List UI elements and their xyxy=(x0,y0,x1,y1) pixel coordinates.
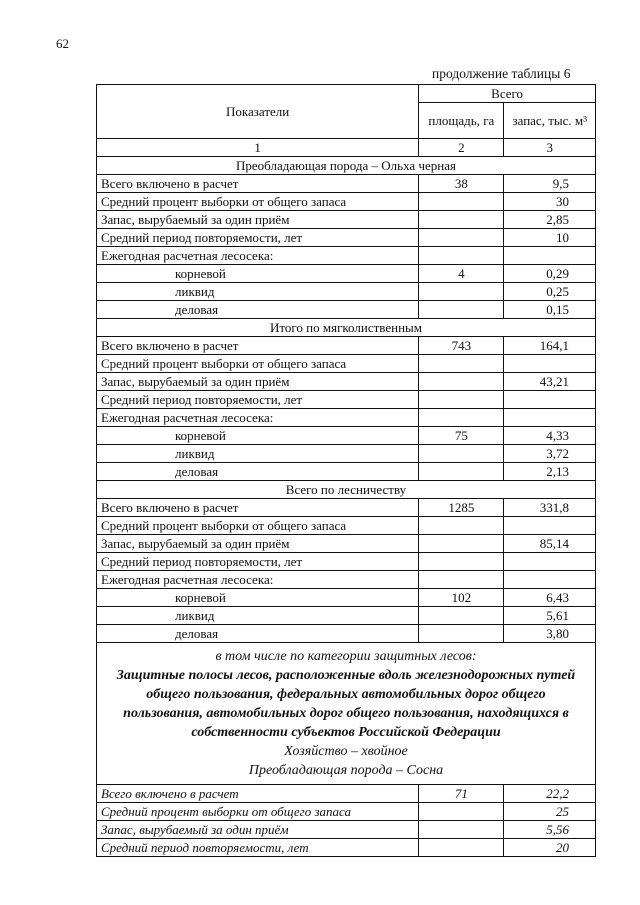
row-label: ликвид xyxy=(97,283,419,301)
row-area xyxy=(419,445,504,463)
table-row xyxy=(97,445,596,463)
row-stock xyxy=(504,391,596,409)
row-area: 1285 xyxy=(419,499,504,517)
row-label: Запас, вырубаемый за один приём xyxy=(97,821,419,839)
table-row xyxy=(97,175,596,193)
table-row xyxy=(97,211,596,229)
row-stock: 20 xyxy=(504,839,596,857)
table-row xyxy=(97,427,596,445)
row-area: 4 xyxy=(419,265,504,283)
row-area xyxy=(419,391,504,409)
row-area: 71 xyxy=(419,785,504,803)
row-label: Средний процент выборки от общего запаса xyxy=(97,517,419,535)
row-stock: 6,43 xyxy=(504,589,596,607)
row-stock: 331,8 xyxy=(504,499,596,517)
table-row xyxy=(97,409,596,427)
row-stock: 0,15 xyxy=(504,301,596,319)
row-label: Средний процент выборки от общего запаса xyxy=(97,803,419,821)
row-label: Запас, вырубаемый за один приём xyxy=(97,373,419,391)
table-row xyxy=(97,337,596,355)
row-area: 38 xyxy=(419,175,504,193)
row-area xyxy=(419,571,504,589)
page-number: 62 xyxy=(56,36,69,51)
row-area: 102 xyxy=(419,589,504,607)
row-stock: 22,2 xyxy=(504,785,596,803)
table-row xyxy=(97,265,596,283)
row-area xyxy=(419,803,504,821)
section-title: Преобладающая порода – Ольха черная xyxy=(97,157,596,175)
row-stock: 9,5 xyxy=(504,175,596,193)
row-label: Ежегодная расчетная лесосека: xyxy=(97,571,419,589)
row-stock: 5,56 xyxy=(504,821,596,839)
row-stock: 25 xyxy=(504,803,596,821)
row-label: Средний процент выборки от общего запаса xyxy=(97,193,419,211)
row-stock: 2,85 xyxy=(504,211,596,229)
header-indicators: Показатели xyxy=(97,85,419,139)
table-row xyxy=(97,839,596,857)
row-label: Ежегодная расчетная лесосека: xyxy=(97,409,419,427)
note-category-line: в том числе по категории защитных лесов: xyxy=(215,649,477,664)
row-stock xyxy=(504,409,596,427)
row-area xyxy=(419,355,504,373)
table-row xyxy=(97,247,596,265)
header-area: площадь, га xyxy=(419,103,504,139)
row-stock: 5,61 xyxy=(504,607,596,625)
row-label: Запас, вырубаемый за один приём xyxy=(97,211,419,229)
table-row xyxy=(97,499,596,517)
row-stock xyxy=(504,517,596,535)
header-col-number-1: 1 xyxy=(97,139,419,157)
row-label: Средний процент выборки от общего запаса xyxy=(97,355,419,373)
protective-forest-note xyxy=(97,643,596,785)
protective-forest-note-row xyxy=(97,643,596,785)
row-label: деловая xyxy=(97,301,419,319)
row-label: Ежегодная расчетная лесосека: xyxy=(97,247,419,265)
row-stock: 30 xyxy=(504,193,596,211)
row-stock xyxy=(504,355,596,373)
row-area xyxy=(419,839,504,857)
table-row xyxy=(97,571,596,589)
row-area xyxy=(419,821,504,839)
table-row xyxy=(97,283,596,301)
header-col-number-3: 3 xyxy=(504,139,596,157)
row-stock: 0,29 xyxy=(504,265,596,283)
table-row xyxy=(97,391,596,409)
row-label: Всего включено в расчет xyxy=(97,785,419,803)
row-area xyxy=(419,517,504,535)
note-protective-strips: Защитные полосы лесов, расположенные вдоль железнодорожных путей общего пользования, федеральных автомобильных дорог общего пользования, автомобильных дорог общего пользования, находящихся в собственности субъектов Российской Федерации xyxy=(116,668,576,740)
row-area xyxy=(419,283,504,301)
row-stock xyxy=(504,247,596,265)
row-label: Всего включено в расчет xyxy=(97,175,419,193)
row-area xyxy=(419,211,504,229)
row-area xyxy=(419,463,504,481)
row-label: корневой xyxy=(97,589,419,607)
row-stock: 3,80 xyxy=(504,625,596,643)
row-area xyxy=(419,553,504,571)
row-area xyxy=(419,607,504,625)
table-row xyxy=(97,517,596,535)
row-label: Всего включено в расчет xyxy=(97,337,419,355)
row-label: корневой xyxy=(97,427,419,445)
table-row xyxy=(97,785,596,803)
table-row xyxy=(97,193,596,211)
row-area xyxy=(419,301,504,319)
row-label: деловая xyxy=(97,463,419,481)
table-row xyxy=(97,535,596,553)
header-total: Всего xyxy=(419,85,596,103)
row-stock: 10 xyxy=(504,229,596,247)
row-stock: 0,25 xyxy=(504,283,596,301)
section-title-row xyxy=(97,481,596,499)
section-title: Итого по мягколиственным xyxy=(97,319,596,337)
row-label: корневой xyxy=(97,265,419,283)
row-stock: 43,21 xyxy=(504,373,596,391)
row-area xyxy=(419,373,504,391)
row-stock: 2,13 xyxy=(504,463,596,481)
table-body xyxy=(97,157,596,857)
header-col-number-2: 2 xyxy=(419,139,504,157)
table-row xyxy=(97,821,596,839)
section-title-row xyxy=(97,319,596,337)
row-area xyxy=(419,229,504,247)
row-stock xyxy=(504,553,596,571)
table-row xyxy=(97,355,596,373)
section-title: Всего по лесничеству xyxy=(97,481,596,499)
row-area: 75 xyxy=(419,427,504,445)
table-continuation-caption: продолжение таблицы 6 xyxy=(432,66,571,81)
table-row xyxy=(97,625,596,643)
section-title-row xyxy=(97,157,596,175)
table-row xyxy=(97,607,596,625)
note-dominant-species: Преобладающая порода – Сосна xyxy=(248,763,444,778)
table-row xyxy=(97,553,596,571)
row-area xyxy=(419,247,504,265)
table-row xyxy=(97,463,596,481)
table-row xyxy=(97,589,596,607)
row-area: 743 xyxy=(419,337,504,355)
header-stock: запас, тыс. м³ xyxy=(504,103,596,139)
row-label: Средний период повторяемости, лет xyxy=(97,839,419,857)
row-label: Всего включено в расчет xyxy=(97,499,419,517)
row-label: Средний период повторяемости, лет xyxy=(97,229,419,247)
row-stock: 4,33 xyxy=(504,427,596,445)
row-label: деловая xyxy=(97,625,419,643)
row-label: Средний период повторяемости, лет xyxy=(97,391,419,409)
row-area xyxy=(419,193,504,211)
note-economy: Хозяйство – хвойное xyxy=(284,744,408,759)
table-row xyxy=(97,301,596,319)
table-row xyxy=(97,373,596,391)
row-stock: 85,14 xyxy=(504,535,596,553)
forest-cutting-table xyxy=(96,84,596,857)
row-label: Запас, вырубаемый за один приём xyxy=(97,535,419,553)
row-area xyxy=(419,625,504,643)
row-label: Средний период повторяемости, лет xyxy=(97,553,419,571)
table-row xyxy=(97,229,596,247)
row-label: ликвид xyxy=(97,445,419,463)
row-area xyxy=(419,535,504,553)
row-area xyxy=(419,409,504,427)
row-stock: 164,1 xyxy=(504,337,596,355)
table-row xyxy=(97,803,596,821)
row-label: ликвид xyxy=(97,607,419,625)
row-stock xyxy=(504,571,596,589)
row-stock: 3,72 xyxy=(504,445,596,463)
